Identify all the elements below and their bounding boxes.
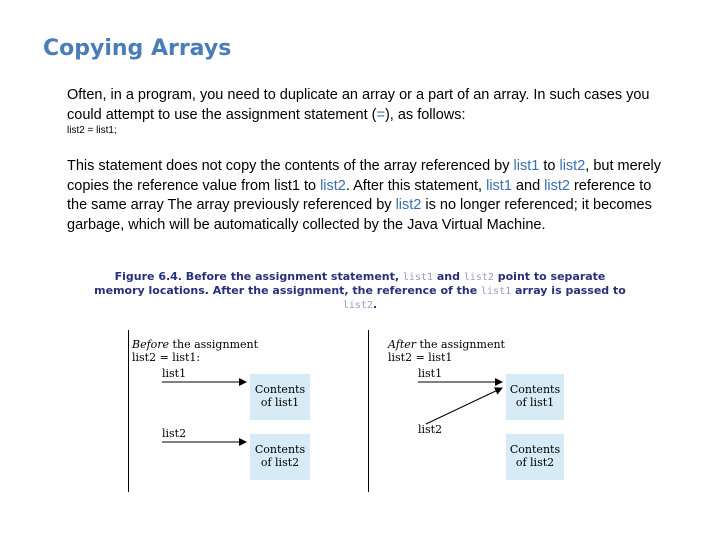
after-heading: After the assignment [388,338,505,351]
after-statement: list2 = list1 [388,351,453,364]
intro-paragraph [67,86,667,125]
before-var-list2: list2 [162,427,187,440]
slide-title: Copying Arrays [43,36,232,61]
after-var-list2: list2 [418,423,443,436]
assignment-operator: = [376,106,385,123]
caption-text: Figure 6.4. Before the assignment statement, [114,270,403,283]
after-box2-line2: of list2 [515,456,555,469]
list2-ref: list2 [320,177,346,194]
before-box2-line1: Contents [254,443,306,456]
before-box2-line2: of list2 [260,456,300,469]
caption-list2: list2 [342,300,373,311]
intro-text-end: ), as follows: [384,106,466,123]
before-statement: list2 = list1: [132,351,201,364]
explanation-text: , but merely copies the reference value from list1 to [67,158,662,194]
after-box1-line1: Contents [509,383,561,396]
figure-caption [90,270,630,312]
explanation-paragraph [67,157,667,235]
list2-ref: list2 [544,177,570,194]
before-assignment-panel [128,330,324,494]
list2-ref: list2 [559,158,586,174]
caption-text: array is passed to [511,284,626,297]
after-box2-line1: Contents [509,443,561,456]
after-assignment-panel [368,330,568,494]
after-arrow-list2 [426,388,502,424]
caption-text: and [433,270,464,283]
before-heading: Before the assignment [132,338,259,351]
before-box1-line2: of list1 [260,396,300,409]
explanation-text: and [511,177,545,194]
caption-text: . [372,298,378,311]
explanation-text: is no longer referenced; it becomes garbage, which will be automatically collected by the Java Virtual Machine. [67,197,652,233]
before-box1-line1: Contents [254,383,306,396]
caption-list1: list1 [402,272,434,283]
caption-list2: list2 [463,272,494,283]
after-var-list1: list1 [418,367,443,380]
code-statement: list2 = list1; [67,125,117,136]
list1-ref: list1 [486,177,512,194]
after-box1-line2: of list1 [515,396,555,409]
explanation-text: to [539,158,560,174]
caption-text: point to separate memory locations. After the assignment, the reference of the [94,270,606,297]
explanation-text: reference to the same array The array previously referenced by [67,177,652,213]
explanation-text: . After this statement, [345,177,487,194]
before-var-list1: list1 [162,367,187,380]
explanation-text: This statement does not copy the contents of the array referenced by [67,158,514,174]
list1-ref: list1 [513,158,540,174]
caption-list1: list1 [481,286,512,297]
list2-ref: list2 [395,197,422,213]
intro-text: Often, in a program, you need to duplicate an array or a part of an array. In such cases you could attempt to use the assignment statement ( [67,87,650,123]
